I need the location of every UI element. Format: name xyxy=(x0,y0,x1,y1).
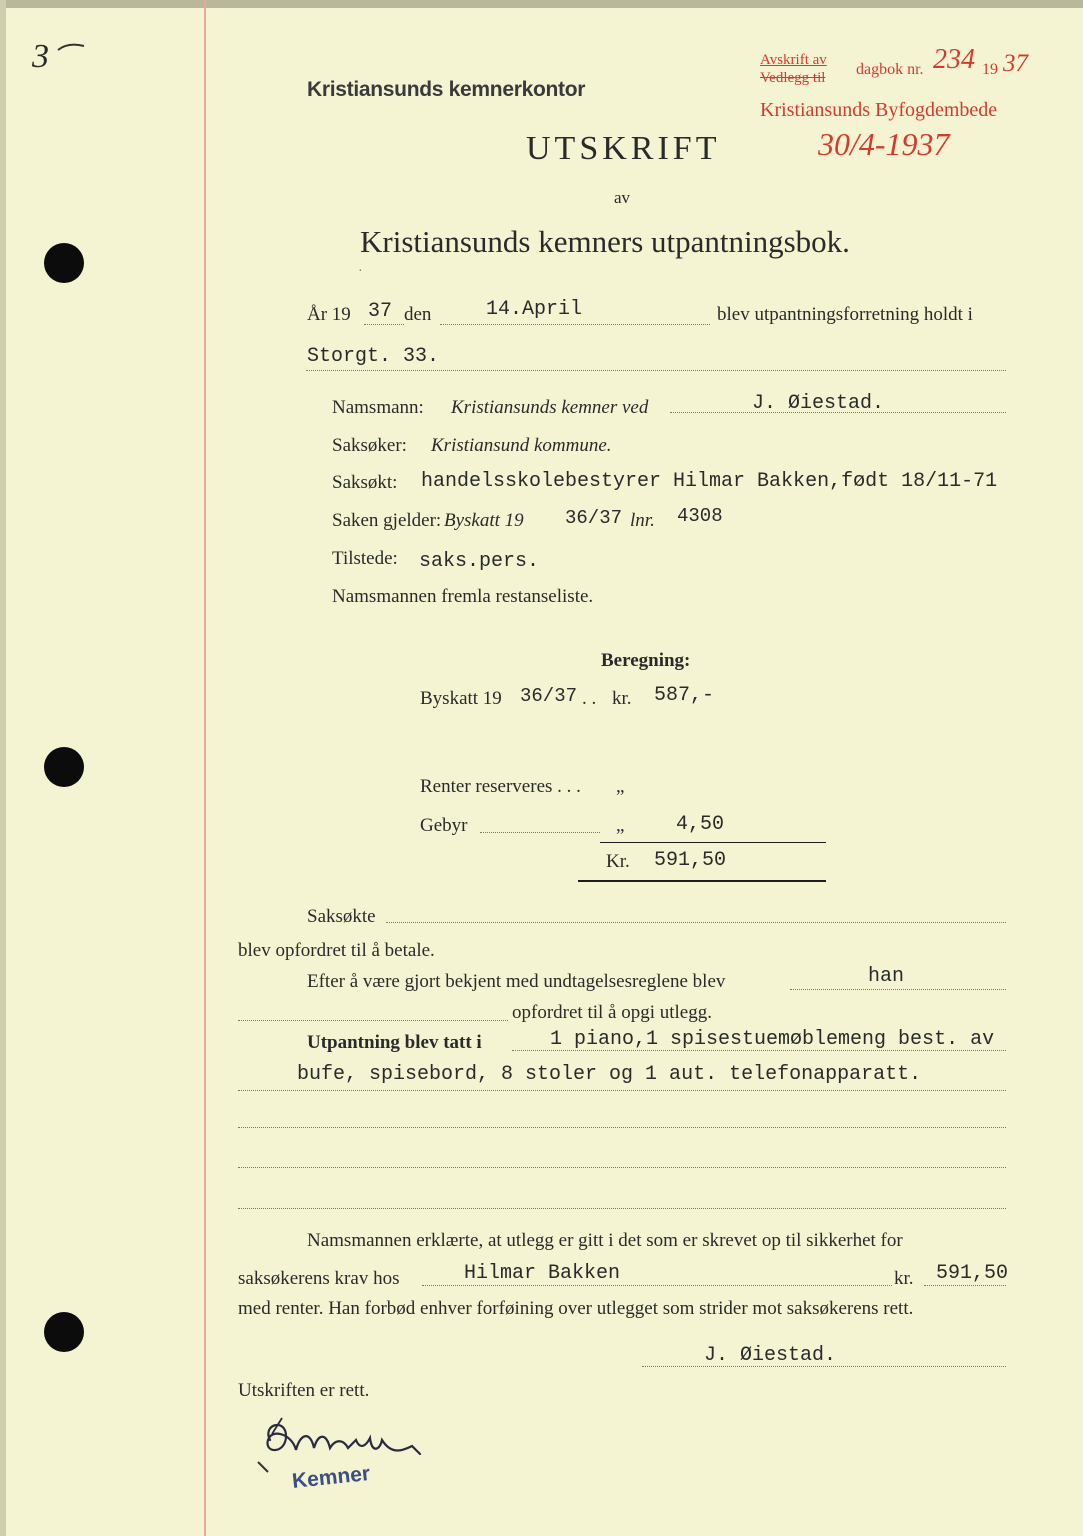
renter-text: med renter. Han forbød enhver forføining over utlegget som strider mot saksøkerens rett. xyxy=(238,1298,914,1319)
krav-amount: 591,50 xyxy=(936,1262,1009,1285)
stamp-year-suffix: 37 xyxy=(1003,50,1028,77)
opgi-text: opfordret til å opgi utlegg. xyxy=(512,1002,712,1023)
handwritten-signature xyxy=(252,1410,432,1470)
intro-ar-label: År 19 xyxy=(307,304,351,325)
stamp-year-prefix: 19 xyxy=(982,61,998,78)
saken-lnr: 4308 xyxy=(677,505,723,527)
calc-byskatt-dots: . . xyxy=(582,688,597,709)
margin-line xyxy=(204,0,206,1536)
krav-name: Hilmar Bakken xyxy=(464,1262,621,1285)
calc-renter-mark: „ xyxy=(616,776,625,797)
punch-hole-icon xyxy=(44,1312,84,1352)
tilstede-value: saks.pers. xyxy=(419,550,540,573)
page-top-edge xyxy=(0,0,1083,8)
utpantning-value-1: 1 piano,1 spisestuemøblemeng best. av xyxy=(550,1028,995,1051)
dotted-line xyxy=(422,1285,892,1286)
dotted-line xyxy=(306,370,1006,371)
calc-byskatt-kr: kr. xyxy=(612,688,632,709)
document-subtitle: Kristiansunds kemners utpantningsbok. xyxy=(360,224,850,259)
stamp-date: 30/4-1937 xyxy=(818,126,950,162)
dotted-line xyxy=(238,1090,1006,1091)
stamp-avskrift: Avskrift av xyxy=(760,52,827,68)
title-av: av xyxy=(614,188,631,207)
separator-mark: · xyxy=(358,264,363,279)
calc-byskatt-year: 36/37 xyxy=(520,685,578,707)
saken-year: 36/37 xyxy=(565,507,623,529)
namsmann-printed: Kristiansunds kemner ved xyxy=(451,397,649,418)
corner-mark-stroke xyxy=(56,40,86,54)
stamp-vedlegg: Vedlegg til xyxy=(760,70,826,86)
utpantning-value-2: bufe, spisebord, 8 stoler og 1 aut. telefonapparatt. xyxy=(297,1063,922,1086)
saksoker-label: Saksøker: xyxy=(332,435,407,456)
calc-renter-label: Renter reserveres . . . xyxy=(420,776,581,797)
saksokt-value: handelsskolebestyrer Hilmar Bakken,født 18/11-71 xyxy=(421,470,998,493)
stamp-court-name: Kristiansunds Byfogdembede xyxy=(760,99,998,121)
dotted-line xyxy=(480,832,600,833)
tick-mark xyxy=(256,1460,272,1476)
corner-mark: 3 xyxy=(32,38,49,75)
total-rule xyxy=(578,880,826,882)
dotted-line xyxy=(790,989,1006,990)
saksokt-label: Saksøkt: xyxy=(332,472,398,493)
utpantning-label: Utpantning blev tatt i xyxy=(307,1032,482,1053)
office-stamp: Kristiansunds kemnerkontor xyxy=(307,78,586,101)
calc-gebyr-amount: 4,50 xyxy=(676,813,725,836)
dotted-line xyxy=(238,1208,1006,1209)
intro-year: 37 xyxy=(368,300,393,323)
saksokte-label: Saksøkte xyxy=(307,906,376,927)
document-title: UTSKRIFT xyxy=(526,130,721,167)
saken-printed-byskatt: Byskatt 19 xyxy=(444,510,524,531)
calc-gebyr-label: Gebyr xyxy=(420,815,468,836)
dotted-line xyxy=(440,324,710,325)
efter-text: Efter å være gjort bekjent med undtagelsesreglene blev xyxy=(307,971,726,992)
stamp-dagbok-number: 234 xyxy=(933,44,975,75)
page-left-edge xyxy=(0,0,6,1536)
namsmann-label: Namsmann: xyxy=(332,397,424,418)
calc-byskatt-amount: 587,- xyxy=(654,684,715,707)
calc-total-kr: Kr. xyxy=(606,851,630,872)
intro-den-label: den xyxy=(404,304,432,325)
dotted-line xyxy=(364,324,404,325)
krav-kr: kr. xyxy=(894,1268,914,1289)
restanse-text: Namsmannen fremla restanseliste. xyxy=(332,586,594,607)
saken-label: Saken gjelder: xyxy=(332,510,442,531)
dotted-line xyxy=(238,1020,508,1021)
dotted-line xyxy=(386,922,1006,923)
signature-typed: J. Øiestad. xyxy=(704,1344,837,1367)
krav-label: saksøkerens krav hos xyxy=(238,1268,400,1289)
tilstede-label: Tilstede: xyxy=(332,548,398,569)
calc-heading: Beregning: xyxy=(601,650,691,671)
intro-rest: blev utpantningsforretning holdt i xyxy=(717,304,973,325)
efter-value: han xyxy=(868,965,905,988)
dotted-line xyxy=(924,1285,1006,1286)
saksoker-value: Kristiansund kommune. xyxy=(431,435,612,456)
sum-rule xyxy=(600,842,826,843)
punch-hole-icon xyxy=(44,243,84,283)
calc-total-amount: 591,50 xyxy=(654,849,727,872)
calc-gebyr-mark: „ xyxy=(616,815,625,836)
dotted-line xyxy=(238,1127,1006,1128)
opfordret-text: blev opfordret til å betale. xyxy=(238,940,435,961)
rett-text: Utskriften er rett. xyxy=(238,1380,370,1401)
punch-hole-icon xyxy=(44,747,84,787)
intro-date: 14.April xyxy=(486,298,583,321)
kemner-stamp: Kemner xyxy=(290,1461,372,1494)
saken-printed-lnr: lnr. xyxy=(630,510,655,531)
stamp-dagbok-label: dagbok nr. xyxy=(856,61,924,78)
dotted-line xyxy=(238,1167,1006,1168)
intro-place: Storgt. 33. xyxy=(307,345,440,368)
calc-byskatt-label: Byskatt 19 xyxy=(420,688,502,709)
erklaerte-text: Namsmannen erklærte, at utlegg er gitt i det som er skrevet op til sikkerhet for xyxy=(307,1230,903,1251)
namsmann-value: J. Øiestad. xyxy=(752,392,885,415)
